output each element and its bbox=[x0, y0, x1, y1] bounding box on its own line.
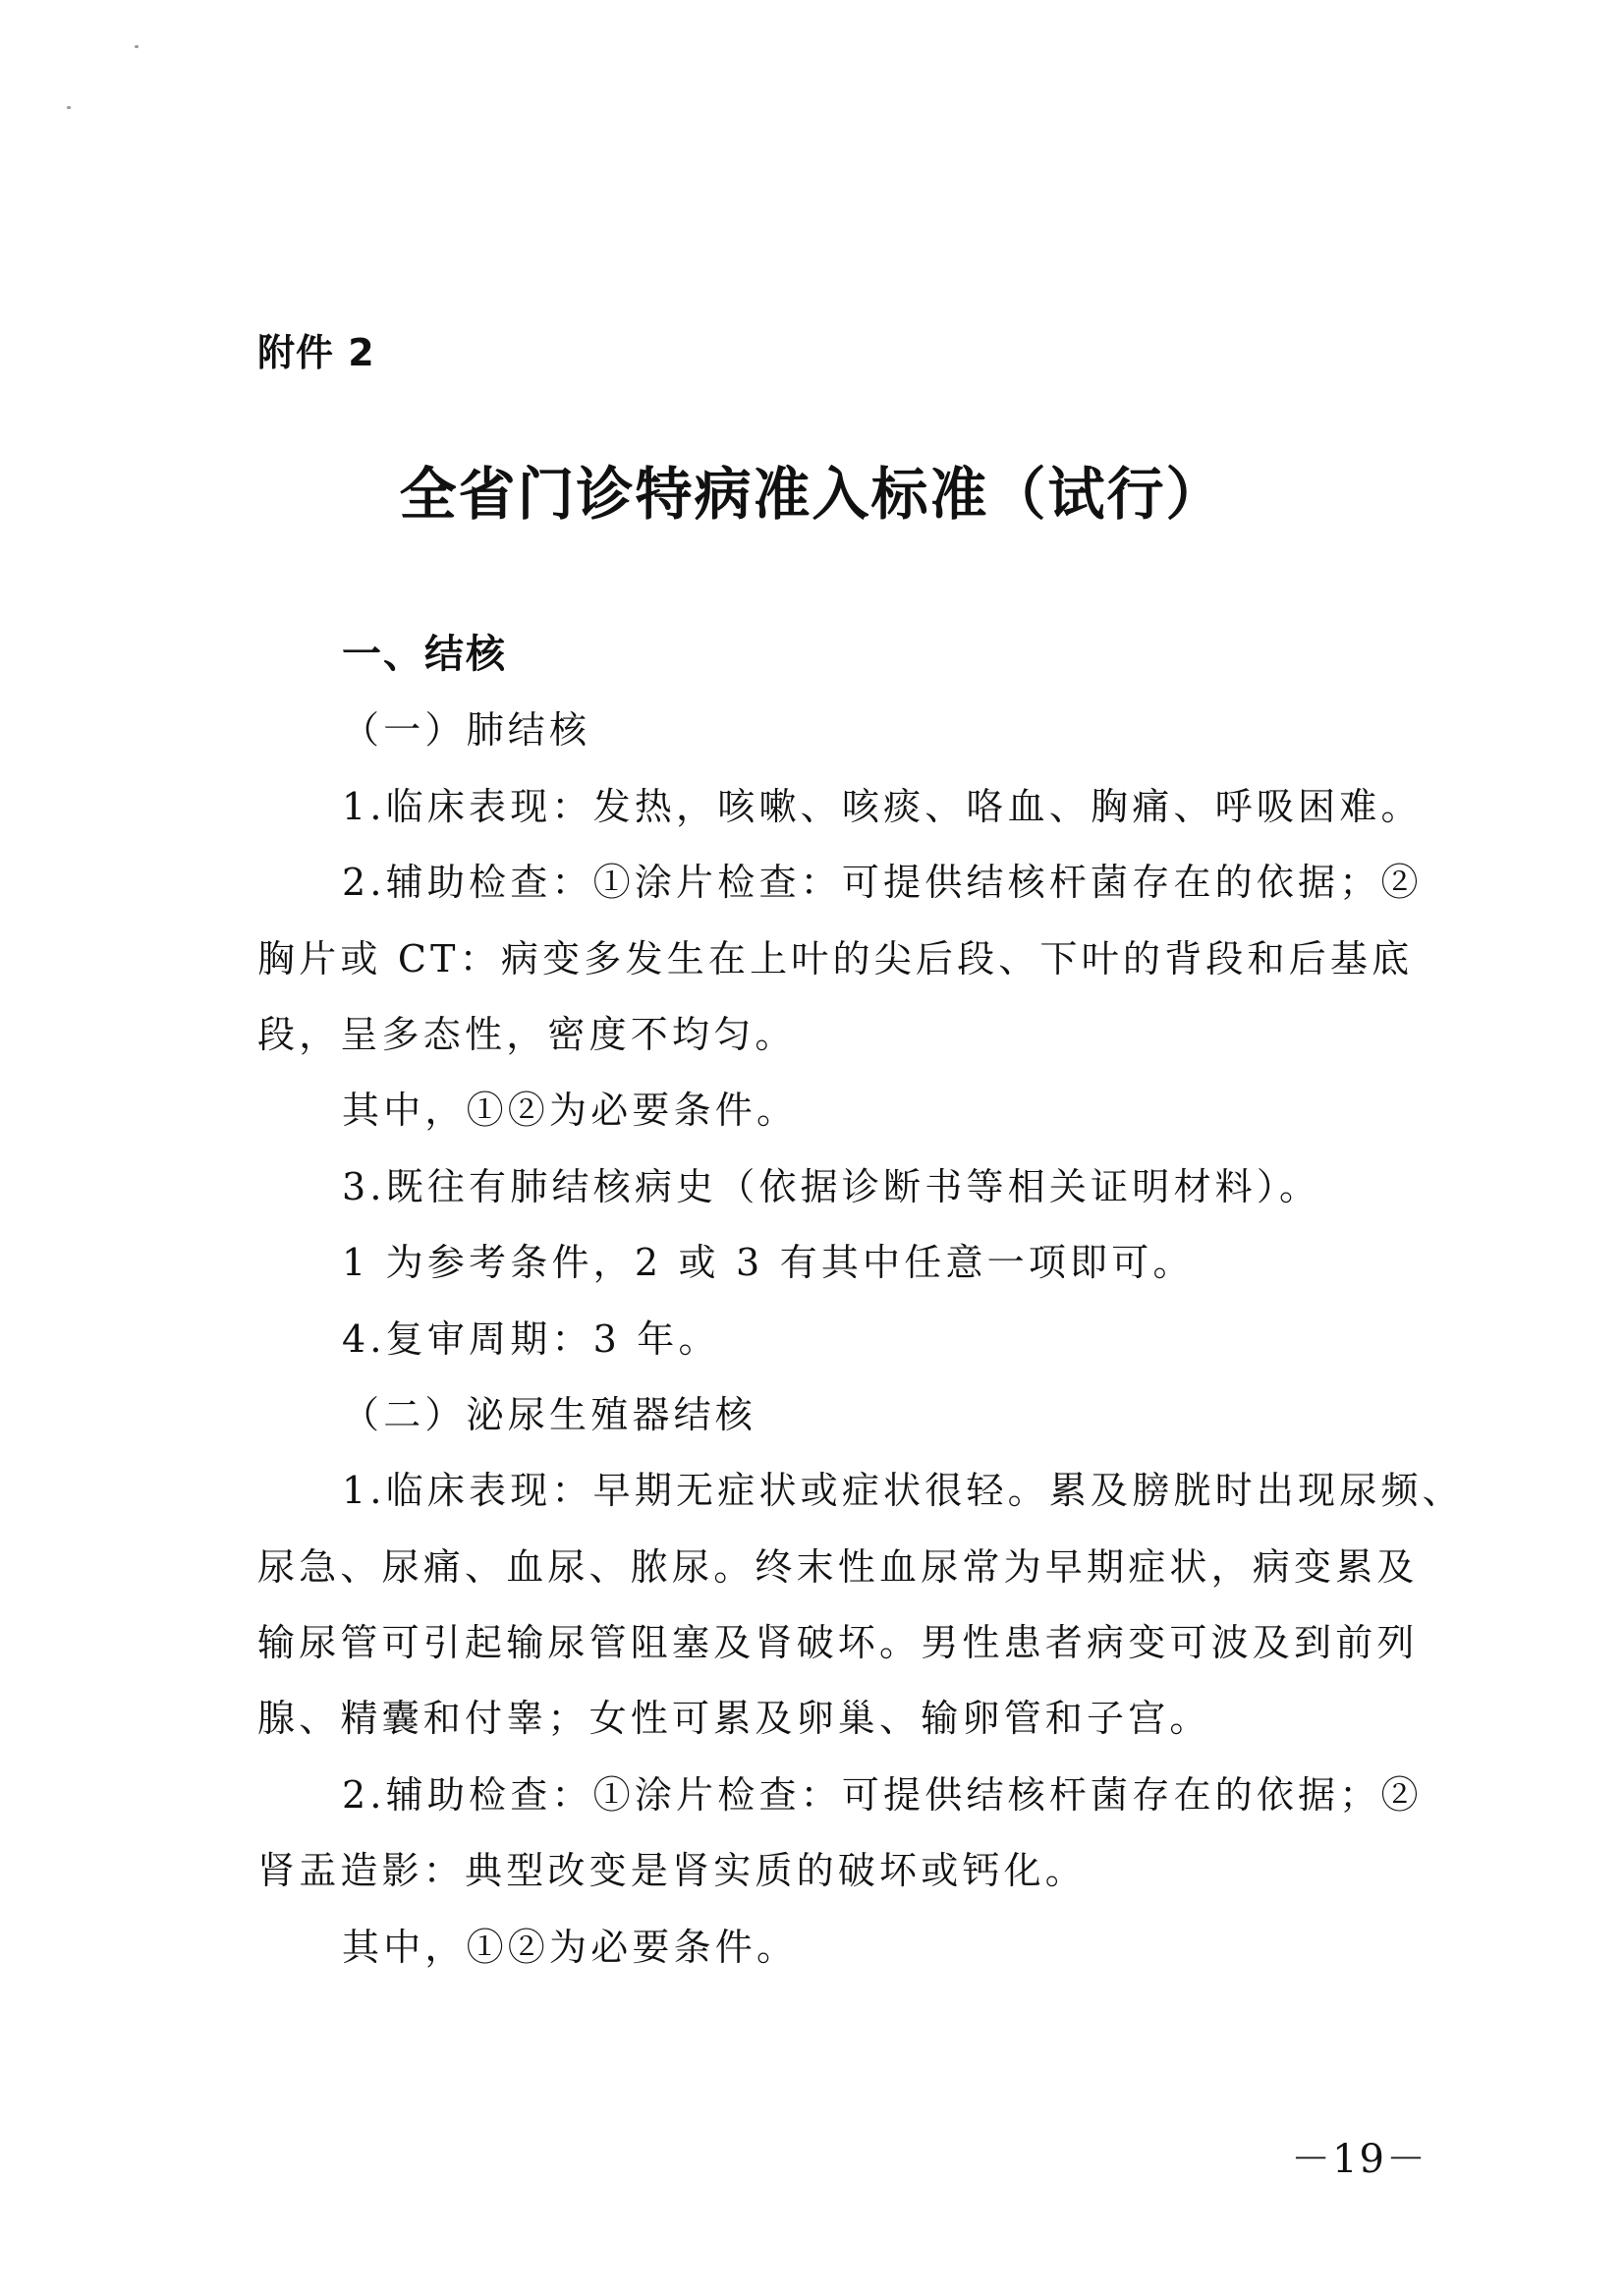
scan-speck bbox=[67, 106, 71, 109]
attachment-label: 附件 2 bbox=[257, 331, 375, 374]
body-line: 1 为参考条件，2 或 3 有其中任意一项即可。 bbox=[342, 1241, 1195, 1285]
body-line: 尿急、尿痛、血尿、脓尿。终末性血尿常为早期症状，病变累及 bbox=[257, 1544, 1419, 1589]
body-line: 1.临床表现：早期无症状或症状很轻。累及膀胱时出现尿频、 bbox=[342, 1469, 1464, 1513]
body-line: 其中，①②为必要条件。 bbox=[342, 1089, 799, 1133]
body-line: 2.辅助检查：①涂片检查：可提供结核杆菌存在的依据；② bbox=[342, 861, 1423, 905]
scan-speck bbox=[135, 45, 139, 48]
body-line: 3.既往有肺结核病史（依据诊断书等相关证明材料）。 bbox=[342, 1164, 1321, 1208]
body-line: 2.辅助检查：①涂片检查：可提供结核杆菌存在的依据；② bbox=[342, 1772, 1423, 1817]
body-line: 其中，①②为必要条件。 bbox=[342, 1925, 799, 1969]
body-line: 段，呈多态性，密度不均匀。 bbox=[257, 1012, 797, 1056]
page-title: 全省门诊特病准入标准（试行） bbox=[399, 461, 1225, 528]
document-body bbox=[257, 617, 1464, 1986]
body-line: 胸片或 CT：病变多发生在上叶的尖后段、下叶的背段和后基底 bbox=[257, 936, 1414, 980]
body-line: 肾盂造影：典型改变是肾实质的破坏或钙化。 bbox=[257, 1849, 1088, 1893]
body-line: 4.复审周期：3 年。 bbox=[342, 1316, 720, 1361]
body-line: 腺、精囊和付睾；女性可累及卵巢、输卵管和子宫。 bbox=[257, 1697, 1211, 1741]
body-line: 1.临床表现：发热，咳嗽、咳痰、咯血、胸痛、呼吸困难。 bbox=[342, 784, 1423, 828]
body-line: 输尿管可引起输尿管阻塞及肾破坏。男性患者病变可波及到前列 bbox=[257, 1621, 1419, 1665]
page-number: －19－ bbox=[1291, 2137, 1428, 2182]
body-line: （一）肺结核 bbox=[342, 708, 591, 753]
body-line: （二）泌尿生殖器结核 bbox=[342, 1392, 757, 1436]
section-heading: 一、结核 bbox=[342, 632, 507, 677]
